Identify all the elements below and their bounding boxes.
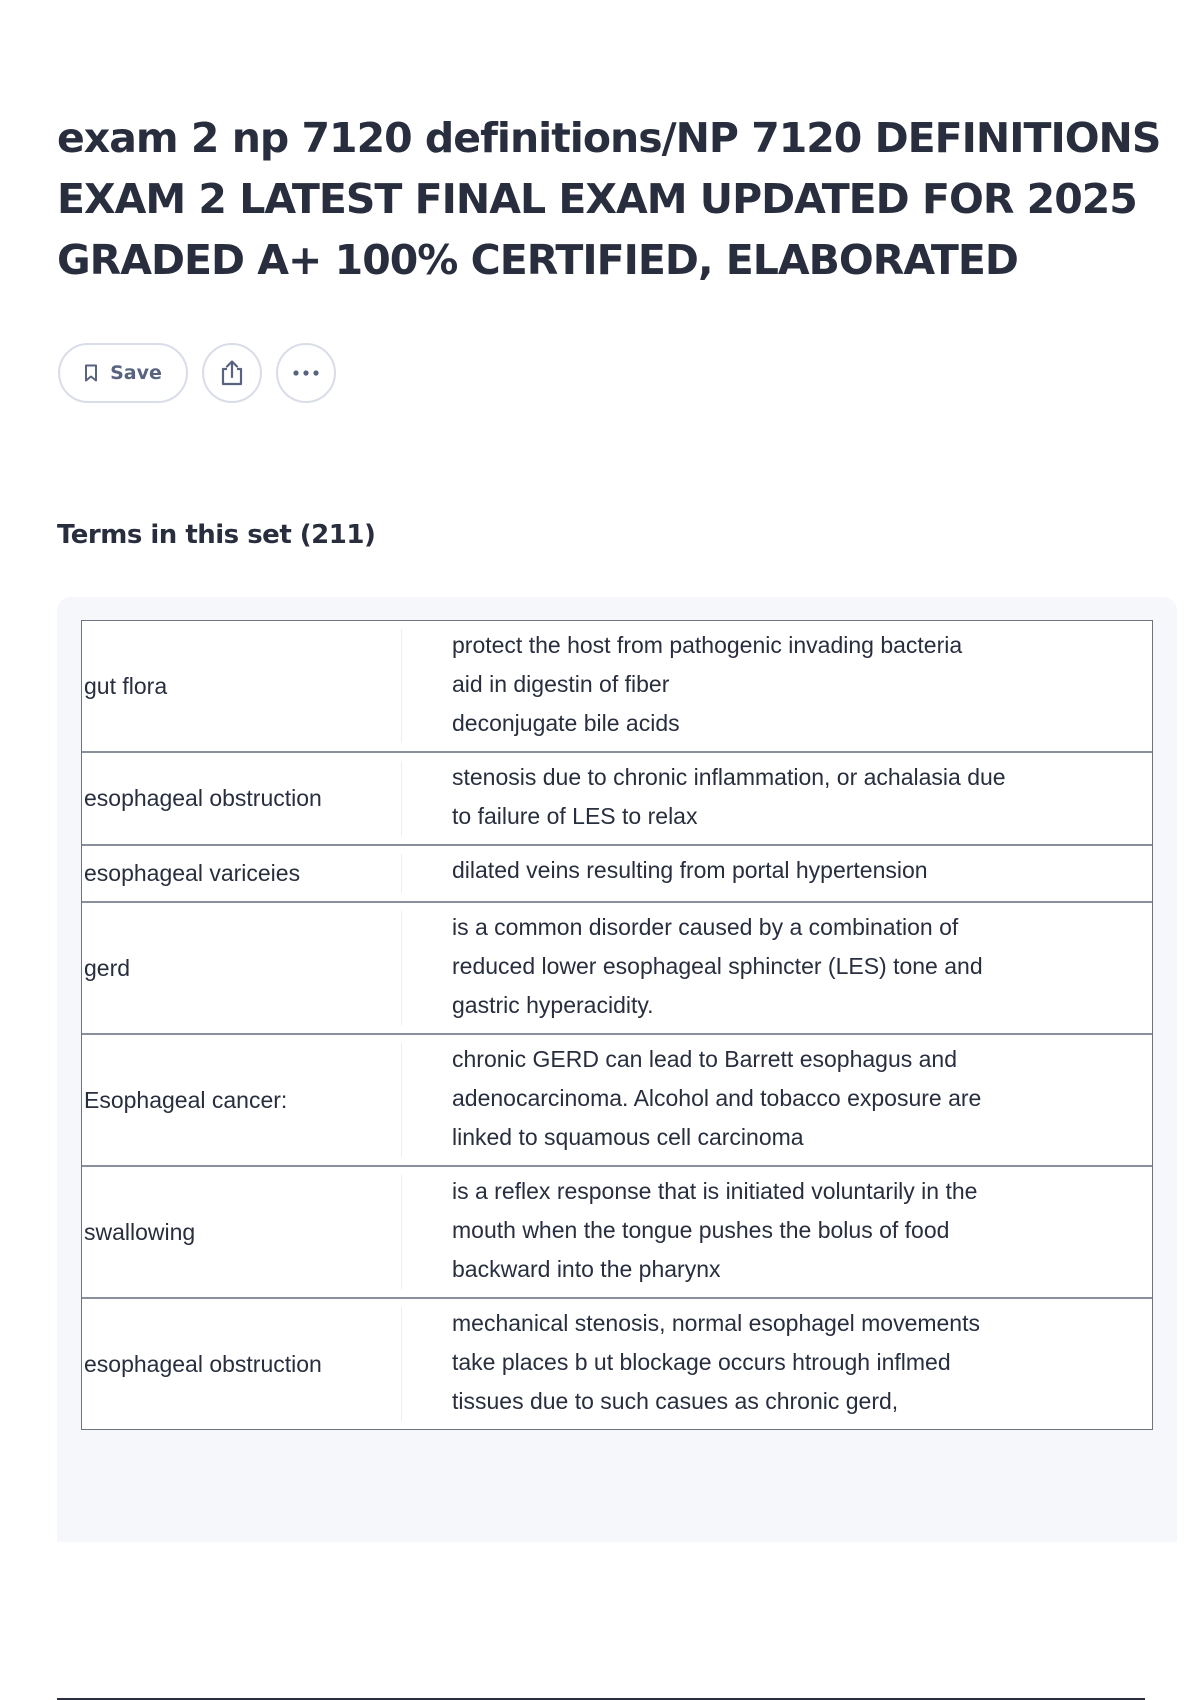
- more-dots-icon: [292, 369, 320, 377]
- bookmark-icon: [84, 364, 98, 382]
- term-definition: [402, 846, 1152, 901]
- save-button[interactable]: [58, 343, 188, 403]
- definition-line: chronic GERD can lead to Barrett esophagus and: [452, 1046, 958, 1072]
- term-word: gerd: [82, 911, 402, 1025]
- definition-line: linked to squamous cell carcinoma: [452, 1124, 804, 1150]
- definition-line: protect the host from pathogenic invading bacteria: [452, 632, 963, 658]
- term-row[interactable]: [82, 1299, 1152, 1429]
- terms-table: [81, 620, 1153, 1430]
- definition-line: aid in digestin of fiber: [452, 671, 670, 697]
- save-button-label: Save: [110, 362, 162, 384]
- definition-line: deconjugate bile acids: [452, 710, 680, 736]
- definition-line: is a common disorder caused by a combination of: [452, 914, 959, 940]
- term-definition: [402, 903, 1152, 1033]
- term-word: esophageal variceies: [82, 854, 402, 893]
- term-row[interactable]: [82, 1167, 1152, 1299]
- definition-line: gastric hyperacidity.: [452, 992, 654, 1018]
- action-bar: [58, 343, 336, 403]
- definition-line: tissues due to such casues as chronic gerd,: [452, 1388, 899, 1414]
- term-definition: [402, 1035, 1152, 1165]
- definition-line: to failure of LES to relax: [452, 803, 698, 829]
- term-definition: [402, 1299, 1152, 1429]
- term-definition: [402, 753, 1152, 844]
- definition-line: reduced lower esophageal sphincter (LES) tone and: [452, 953, 983, 979]
- definition-line: mouth when the tongue pushes the bolus of food: [452, 1217, 950, 1243]
- term-row[interactable]: [82, 903, 1152, 1035]
- term-definition: [402, 1167, 1152, 1297]
- share-button[interactable]: [202, 343, 262, 403]
- page-title: exam 2 np 7120 definitions/NP 7120 DEFINITIONS EXAM 2 LATEST FINAL EXAM UPDATED FOR 2025 GRADED A+ 100% CERTIFIED, ELABORATED: [57, 114, 1161, 284]
- more-options-button[interactable]: [276, 343, 336, 403]
- term-word: Esophageal cancer:: [82, 1043, 402, 1157]
- term-row[interactable]: [82, 846, 1152, 903]
- term-row[interactable]: [82, 753, 1152, 846]
- term-word: esophageal obstruction: [82, 1307, 402, 1421]
- term-row[interactable]: [82, 1035, 1152, 1167]
- share-icon: [219, 359, 245, 387]
- term-word: esophageal obstruction: [82, 761, 402, 836]
- definition-line: stenosis due to chronic inflammation, or achalasia due: [452, 764, 1006, 790]
- term-definition: [402, 621, 1152, 751]
- term-word: swallowing: [82, 1175, 402, 1289]
- definition-line: mechanical stenosis, normal esophagel movements: [452, 1310, 980, 1336]
- term-word: gut flora: [82, 629, 402, 743]
- definition-line: take places b ut blockage occurs htrough inflmed: [452, 1349, 951, 1375]
- definition-line: dilated veins resulting from portal hypertension: [452, 857, 928, 883]
- definition-line: adenocarcinoma. Alcohol and tobacco exposure are: [452, 1085, 982, 1111]
- terms-count-heading: Terms in this set (211): [57, 520, 376, 550]
- definition-line: is a reflex response that is initiated voluntarily in the: [452, 1178, 978, 1204]
- term-row[interactable]: [82, 621, 1152, 753]
- definition-line: backward into the pharynx: [452, 1256, 721, 1282]
